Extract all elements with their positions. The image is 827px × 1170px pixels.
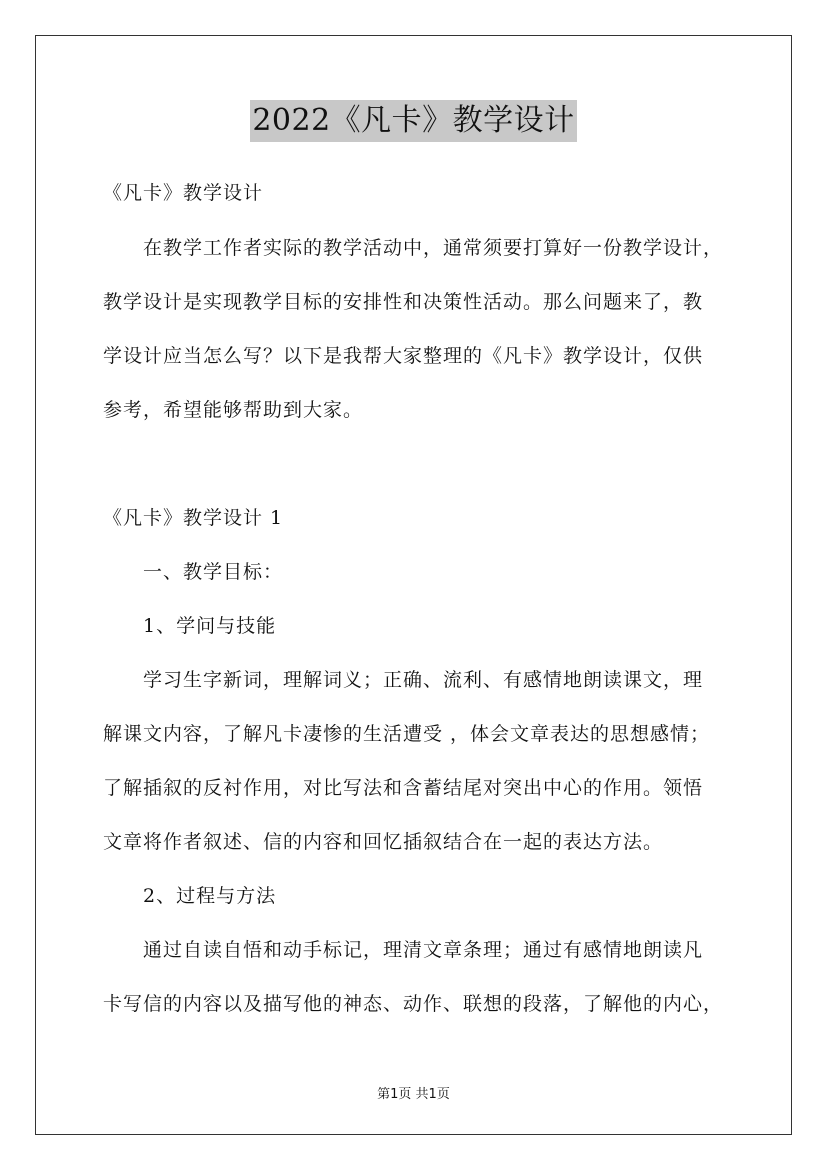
paragraph-line: 学习生字新词，理解词义；正确、流利、有感情地朗读课文，理 (143, 669, 704, 691)
paragraph-line: 文章将作者叙述、信的内容和回忆插叙结合在一起的表达方法。 (103, 831, 664, 853)
paragraph-line: 通过自读自悟和动手标记，理清文章条理；通过有感情地朗读凡 (143, 939, 704, 961)
paragraph-line: 2、过程与方法 (143, 885, 277, 907)
paragraph-line: 参考，希望能够帮助到大家。 (103, 399, 364, 421)
document-title: 2022《凡卡》教学设计 (250, 100, 576, 142)
paragraph-line: 1、学问与技能 (143, 615, 277, 637)
paragraph-line: 了解插叙的反衬作用，对比写法和含蓄结尾对突出中心的作用。领悟 (103, 777, 704, 799)
paragraph-line: 一、教学目标： (143, 561, 284, 583)
paragraph-line: 在教学工作者实际的教学活动中，通常须要打算好一份教学设计， (143, 237, 724, 259)
paragraph-line: 解课文内容，了解凡卡凄惨的生活遭受 ，体会文章表达的思想感情； (103, 723, 711, 745)
title-container (0, 100, 827, 142)
page-footer: 第1页 共1页 (377, 1087, 450, 1102)
section-heading: 《凡卡》教学设计 1 (103, 507, 284, 529)
paragraph-line: 教学设计是实现教学目标的安排性和决策性活动。那么问题来了，教 (103, 291, 704, 313)
paragraph-line: 学设计应当怎么写？以下是我帮大家整理的《凡卡》教学设计，仅供 (103, 345, 704, 367)
paragraph-line: 卡写信的内容以及描写他的神态、动作、联想的段落，了解他的内心， (103, 993, 724, 1015)
subtitle-line: 《凡卡》教学设计 (103, 182, 264, 204)
